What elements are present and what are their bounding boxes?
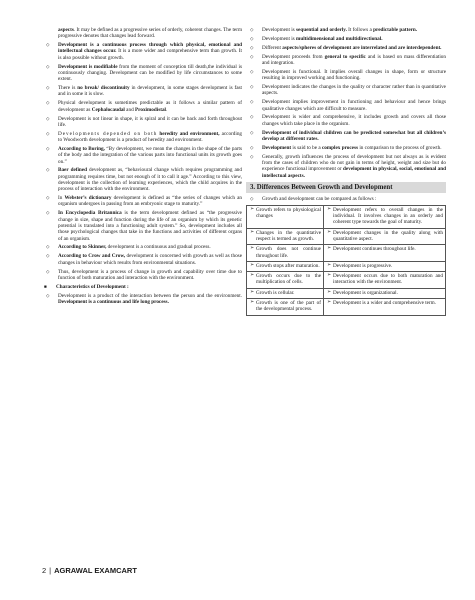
left-item-text: Physical development is sometimes predictable as it follows a similar pattern of development as Cephalocaudal and Proximodistal. (58, 100, 242, 113)
page-number: 2 (42, 566, 47, 575)
left-item-item (42, 100, 242, 113)
table-row (247, 272, 446, 289)
right-item-item (246, 36, 446, 42)
growth-cell-text: Growth is cellular. (256, 289, 295, 296)
left-item-text: In Encyclopedia Britannica is the term development defined as “the progressive change in size, shape and function during the life of an organism by which its genetic potential is translated into a functioning adult system.” So, development includes all those psychological changes that take in the functions and activities of different organs of an organism. (58, 210, 242, 242)
left-item-item (42, 42, 242, 61)
development-cell-text: Development occurs due to both maturation and interaction with the environment. (333, 273, 443, 286)
right-item-item (246, 84, 446, 97)
right-item-item (246, 45, 446, 51)
left-item-text: There is no break/ discontinuity in development, in some stages development is fast and in some it is slow. (58, 85, 243, 98)
diamond-bullet-icon: ◇ (250, 153, 254, 159)
diamond-bullet-icon: ◇ (46, 195, 50, 201)
left-item-item (42, 167, 242, 192)
arrow-bullet-icon: ➢ (250, 273, 255, 279)
right-item-item (246, 27, 446, 33)
growth-cell (247, 205, 324, 228)
page-footer (42, 566, 137, 575)
right-column (246, 27, 446, 316)
diamond-bullet-icon: ◇ (250, 129, 254, 135)
right-item-item (246, 145, 446, 151)
left-item-text: According to Skinner, development is a continuous and gradual process. (58, 244, 211, 251)
right-item-text: Development of individual children can be predicted somewhat but all children’s develop at different rates. (262, 129, 446, 142)
table-row (247, 205, 446, 228)
right-item-text: Development indicates the changes in the quality or character rather than in quantitative aspects. (262, 84, 446, 97)
left-item-text: Thus, development is a process of change in growth and capability over time due to function of both maturation and interaction with the environment. (58, 268, 242, 281)
development-cell (324, 245, 446, 262)
left-item-item (42, 244, 242, 250)
publisher-name: AGRAWAL EXAMCART (54, 566, 137, 575)
table-row (247, 245, 446, 262)
left-item-item (42, 210, 242, 241)
growth-cell (247, 228, 324, 245)
right-item-item (246, 154, 446, 179)
development-cell (324, 299, 446, 316)
diamond-bullet-icon: ◇ (250, 195, 254, 201)
arrow-bullet-icon: ➢ (327, 300, 332, 306)
growth-cell-text: Growth occurs due to the multiplication of cells. (256, 273, 321, 286)
left-item-text: According to Boring, “By development, we mean the changes in the shape of the parts of the body and the integration of the various parts into functional units its growth goes on.” (58, 145, 242, 165)
diamond-bullet-icon: ◇ (46, 253, 50, 259)
left-item-item (42, 64, 242, 83)
table-row (247, 288, 446, 298)
left-item-text: aspects. It may be defined as a progressive series of orderly, coherent changes. The term progressive denotes that changes lead forward. (58, 27, 242, 40)
right-item-text: Development is said to be a complex process in comparison to the process of growth. (262, 144, 442, 151)
growth-cell (247, 288, 324, 298)
arrow-bullet-icon: ➢ (250, 262, 255, 268)
diamond-bullet-icon: ◇ (250, 53, 254, 59)
development-cell-text: Development is a wider and comprehensive term. (333, 300, 436, 307)
right-item-text: Development is sequential and orderly. It follows a predictable pattern. (262, 27, 418, 33)
left-item-item (42, 269, 242, 282)
section-heading: 3. Differences Between Growth and Development (246, 182, 446, 193)
left-item-item (42, 146, 242, 165)
diamond-bullet-icon: ◇ (46, 244, 50, 250)
right-item-text: Development is multidimensional and multidirectional. (262, 35, 383, 42)
left-item-item (42, 131, 242, 144)
growth-cell (247, 272, 324, 289)
diamond-bullet-icon: ◇ (250, 114, 254, 120)
left-item-item (42, 195, 242, 208)
development-cell-text: Development refers to overall changes in the individual. It involves changes in an orderly and coherent type towards the goal of maturity. (333, 206, 443, 226)
growth-cell-text: Growth refers to physiological changes (256, 206, 321, 220)
diamond-bullet-icon: ◇ (250, 35, 254, 41)
diamond-bullet-icon: ◇ (46, 85, 50, 91)
diamond-bullet-icon: ◇ (250, 44, 254, 50)
right-item-text: Development is functional. It implies overall changes in shape, form or structure resulting in improved working and functioning. (262, 68, 446, 82)
arrow-bullet-icon: ➢ (327, 229, 332, 235)
right-item-item (246, 99, 446, 112)
diamond-bullet-icon: ◇ (250, 144, 254, 150)
left-item-item (42, 85, 242, 98)
diamond-bullet-icon: ◇ (46, 63, 50, 69)
arrow-bullet-icon: ➢ (327, 246, 332, 252)
development-cell-text: Development changes in the quality along with quantitative aspect. (333, 229, 443, 242)
left-item-text: Development is a product of the interaction between the person and the environment. Development is a continuous and life long process. (58, 292, 242, 305)
arrow-bullet-icon: ➢ (250, 206, 255, 212)
right-item-item (246, 54, 446, 67)
development-cell (324, 228, 446, 245)
left-item-text: According to Crow and Crow, development is concerned with growth as well as those changes in behaviour which results from environmental situations. (58, 253, 242, 266)
left-item-text: Development is not linear in shape, it is spiral and it can be back and forth throughout life. (58, 115, 242, 128)
right-item-text: Development is wider and comprehensive, it includes growth and covers all those changes which take place in the organism. (262, 114, 446, 127)
development-cell (324, 205, 446, 228)
development-cell-text: Development is progressive. (333, 262, 393, 269)
arrow-bullet-icon: ➢ (327, 206, 332, 212)
left-item-text: Development is a continuous process through which physical, emotional and intellectual changes occur. It is a more wider and comprehensive term than growth. It is also possible without growth. (58, 42, 242, 61)
diamond-bullet-icon: ◇ (46, 100, 50, 106)
growth-cell (247, 299, 324, 316)
right-item-item (246, 114, 446, 127)
left-item-item (46, 284, 242, 290)
table-row (247, 299, 446, 316)
right-item-text: Development implies improvement in functioning and behaviour and hence brings qualitative changes which are difficult to measure. (262, 99, 446, 112)
arrow-bullet-icon: ➢ (250, 300, 255, 306)
diamond-bullet-icon: ◇ (250, 99, 254, 105)
growth-cell-text: Growth does not continue throughout life. (256, 246, 321, 259)
left-item-text: Development is modifiable from the moment of conception till death,the individual is continuously changing. Development can be modified by life circumstances to some extent. (58, 63, 242, 83)
development-cell (324, 261, 446, 271)
diamond-bullet-icon: ◇ (46, 268, 50, 274)
arrow-bullet-icon: ➢ (327, 273, 332, 279)
left-item-item (42, 293, 242, 306)
diamond-bullet-icon: ◇ (46, 130, 50, 136)
diamond-bullet-icon: ◇ (250, 68, 254, 74)
left-item-text: Developments depended on both heredity and environment, according to Woodworth development is a product of heredity and environment. (58, 130, 243, 144)
diamond-bullet-icon: ◇ (46, 292, 50, 298)
square-bullet-icon: ■ (44, 283, 47, 289)
left-column (42, 27, 242, 308)
table-row (247, 261, 446, 271)
left-item-text: Characteristics of Development : (56, 283, 129, 290)
left-item-item (42, 116, 242, 129)
diamond-bullet-icon: ◇ (46, 145, 50, 151)
right-item-text: Generally, growth influences the process of development but not always as is evident from the cases of children who do not gain in terms of height, weight and size but do experience functional improvement or development in physical, social, emotional and intellectual aspects. (262, 153, 446, 179)
diamond-bullet-icon: ◇ (250, 84, 254, 90)
footer-separator: | (49, 566, 52, 575)
intro-text: Growth and development can be compared as follows : (262, 195, 377, 202)
growth-cell-text: Changes in the quantitative respect is termed as growth. (256, 229, 321, 242)
development-cell (324, 288, 446, 298)
diamond-bullet-icon: ◇ (46, 210, 50, 216)
left-item-item (42, 253, 242, 266)
left-item-text: In Webster’s dictionary development is defined as “the series of changes which an organism undergoes in passing from an embryonic stage to maturity.” (58, 195, 243, 208)
right-item-item (246, 130, 446, 143)
left-item-text: Baer defined development as, “behavioural change which requires programming and programming requires time, but not enough of it to call it age.” According to this view, development is the collection of learning experiences, which the child acquires in the process of interaction with the environment. (58, 167, 242, 193)
right-bullet-list (246, 27, 446, 179)
diamond-bullet-icon: ◇ (46, 167, 50, 173)
right-item-text: Different aspects/spheres of development are interrelated and are interdependent. (262, 44, 442, 51)
growth-cell (247, 261, 324, 271)
arrow-bullet-icon: ➢ (327, 262, 332, 268)
growth-cell (247, 245, 324, 262)
intro-item (246, 196, 446, 202)
growth-cell-text: Growth stops after maturation. (256, 262, 320, 269)
development-cell-text: Development continues throughout life. (333, 246, 416, 253)
right-item-text: Development proceeds from general to specific and is based on mass differentiation and integration. (262, 53, 446, 66)
development-cell-text: Development is organizational. (333, 289, 398, 296)
diamond-bullet-icon: ◇ (46, 115, 50, 121)
left-item-item (42, 27, 242, 40)
diamond-bullet-icon: ◇ (46, 42, 50, 48)
diamond-bullet-icon: ◇ (250, 27, 254, 32)
growth-cell-text: Growth is one of the part of the developmental process. (256, 300, 321, 313)
comparison-table (246, 205, 446, 316)
arrow-bullet-icon: ➢ (250, 246, 255, 252)
right-item-item (246, 69, 446, 82)
arrow-bullet-icon: ➢ (250, 289, 255, 295)
arrow-bullet-icon: ➢ (327, 289, 332, 295)
arrow-bullet-icon: ➢ (250, 229, 255, 235)
development-cell (324, 272, 446, 289)
table-row (247, 228, 446, 245)
